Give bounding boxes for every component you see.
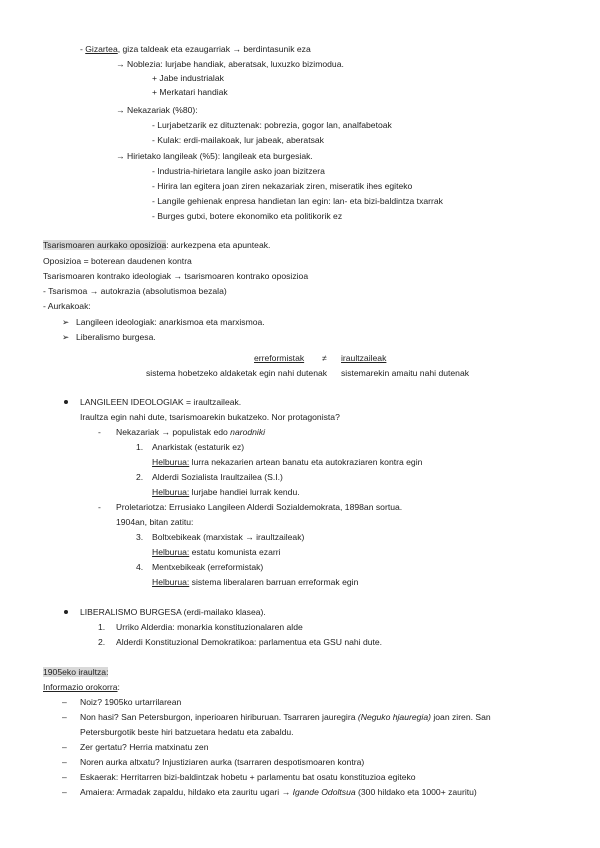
informazio-heading: Informazio orokorra — [43, 682, 118, 692]
iraultzaileak-desc: sistemarekin amaitu nahi dutenak — [341, 368, 470, 378]
bullet-icon — [64, 610, 68, 614]
ideologiak-title: LANGILEEN IDEOLOGIAK = iraultzaileak. — [80, 397, 242, 407]
hiritarrak-sub-3: - Langile gehienak enpresa handietan lan egin: lan- eta bizi-baldintza txarrak — [152, 196, 443, 206]
nekazariak-sub-2: - Kulak: erdi-mailakoak, lur jabeak, aberatsak — [152, 135, 324, 145]
goal-text: lurra nekazarien artean banatu eta autokraziaren kontra egin — [189, 457, 423, 467]
zatitu-line: 1904an, bitan zatitu: — [116, 517, 194, 527]
dash: - — [98, 502, 101, 512]
opposition-line-2: Tsarismoaren kontrako ideologiak → tsarismoaren kontrako oposizioa — [43, 271, 309, 281]
helburua-label: Helburua: — [152, 577, 190, 587]
proletariotza-line: Proletariotza: Errusiako Langileen Alderdi Sozialdemokrata, 1898an sortua. — [116, 502, 403, 512]
igande-odoltsua-term: Igande Odoltsua — [292, 787, 356, 797]
gizartea-heading: Gizartea — [85, 44, 118, 54]
arrow-item-text: Langileen ideologiak: anarkismoa eta marxismoa. — [76, 317, 265, 327]
item-number: 2. — [98, 637, 106, 647]
arrowhead-icon: ➢ — [62, 317, 70, 327]
noiz-item: Noiz? 1905ko urtarrilarean — [80, 697, 182, 707]
liberalismo-title: LIBERALISMO BURGESA (erdi-mailako klasea). — [80, 607, 266, 617]
si-goal — [152, 486, 300, 498]
hiritarrak-sub-4: - Burges gutxi, botere ekonomiko eta politikorik ez — [152, 211, 343, 221]
iraultza-heading-line — [43, 666, 108, 678]
non-item-continuation: Petersburgotik beste hiri batzuetara hedatu eta zabaldu. — [80, 727, 294, 737]
colon: : — [117, 682, 120, 692]
anarkistak-item: Anarkistak (estaturik ez) — [152, 442, 245, 452]
mentxebikeak-goal — [152, 576, 358, 588]
nekazariak-populistak — [116, 426, 265, 438]
mentxebikeak-item: Mentxebikeak (erreformistak) — [152, 562, 264, 572]
item-number: 1. — [98, 622, 106, 632]
iraultzaileak-heading: iraultzaileak — [341, 353, 387, 363]
opposition-heading-rest: : aurkezpena eta apunteak. — [166, 240, 271, 250]
dash: – — [62, 742, 67, 752]
noblezia-sub-2: + Merkatari handiak — [152, 87, 228, 97]
eskaerak-item: Eskaerak: Herritarren bizi-baldintzak hobetu + parlamentu bat osatu konstituzioa egiteko — [80, 772, 416, 782]
non-item — [80, 711, 491, 723]
boltxebikeak-item: Boltxebikeak (marxistak → iraultzaileak) — [152, 532, 305, 542]
dash: – — [62, 712, 67, 722]
non-text: Non hasi? San Petersburgon, inperioaren hiriburuan. Tsarraren jauregira — [80, 712, 358, 722]
nekazariak-sub-1: - Lurjabetzarik ez dituztenak: pobrezia, gogor lan, analfabetoak — [152, 120, 392, 130]
amaiera-text: Amaiera: Armadak zapaldu, hildako eta zauritu ugari → — [80, 787, 293, 797]
narodniki-term: narodniki — [230, 427, 266, 437]
dash: – — [62, 697, 67, 707]
hiritarrak-line: → Hirietako langileak (%5): langileak eta burgesiak. — [116, 151, 313, 161]
noblezia-line: → Noblezia: lurjabe handiak, aberatsak, luxuzko bizimodua. — [116, 59, 344, 69]
erreformistak-heading: erreformistak — [254, 353, 305, 363]
noblezia-sub-1: + Jabe industrialak — [152, 73, 224, 83]
kadet-item: Alderdi Konstituzional Demokratikoa: parlamentua eta GSU nahi dute. — [116, 637, 383, 647]
noren-aurka-item: Noren aurka altxatu? Injustiziaren aurka (tsarraren despotismoaren kontra) — [80, 757, 365, 767]
non-text-end: joan ziren. San — [430, 712, 491, 722]
arrow-item-1 — [62, 316, 265, 328]
goal-text: sistema liberalaren barruan erreformak egin — [189, 577, 359, 587]
amaiera-item — [80, 786, 477, 798]
ideologiak-intro: Iraultza egin nahi dute, tsarismoarekin bukatzeko. Nor protagonista? — [80, 412, 340, 422]
dash: – — [62, 787, 67, 797]
informazio-line — [43, 681, 120, 693]
amaiera-text-end: (300 hildako eta 1000+ zauritu) — [355, 787, 477, 797]
boltxebikeak-goal — [152, 546, 281, 558]
item-number: 4. — [136, 562, 144, 572]
item-number: 3. — [136, 532, 144, 542]
bullet-icon — [64, 400, 68, 404]
urriko-alderdia-item: Urriko Alderdia: monarkia konstituzionalaren alde — [116, 622, 303, 632]
opposition-line-4: - Aurkakoak: — [43, 301, 91, 311]
arrow-item-2 — [62, 331, 156, 343]
dash: – — [62, 772, 67, 782]
goal-text: lurjabe handiei lurrak kendu. — [189, 487, 300, 497]
erreformistak-desc: sistema hobetzeko aldaketak egin nahi dutenak — [146, 368, 328, 378]
hiritarrak-sub-1: - Industria-hirietara langile asko joan bizitzera — [152, 166, 325, 176]
hiritarrak-sub-2: - Hirira lan egitera joan ziren nekazariak ziren, miseratik ihes egiteko — [152, 181, 413, 191]
nekazariak-text: Nekazariak → populistak edo — [116, 427, 231, 437]
neguko-jauregia-term: (Neguko hjauregia) — [357, 712, 431, 722]
not-equal-sign: ≠ — [322, 353, 327, 363]
arrowhead-icon: ➢ — [62, 332, 70, 342]
item-number: 2. — [136, 472, 144, 482]
arrow-item-text: Liberalismo burgesa. — [76, 332, 156, 342]
si-item: Alderdi Sozialista Iraultzailea (S.I.) — [152, 472, 283, 482]
zer-item: Zer gertatu? Herria matxinatu zen — [80, 742, 209, 752]
goal-text: estatu komunista ezarri — [189, 547, 281, 557]
opposition-heading-line — [43, 239, 270, 251]
item-number: 1. — [136, 442, 144, 452]
opposition-line-1: Oposizioa = boterean daudenen kontra — [43, 256, 192, 266]
gizartea-desc: , giza taldeak eta ezaugarriak → berdintasunik eza — [117, 44, 311, 54]
nekazariak-line: → Nekazariak (%80): — [116, 105, 198, 115]
iraultza-heading: 1905eko iraultza: — [43, 667, 109, 677]
dash: – — [62, 757, 67, 767]
dash: - — [80, 44, 86, 54]
helburua-label: Helburua: — [152, 487, 190, 497]
opposition-heading: Tsarismoaren aurkako oposizioa — [43, 240, 167, 250]
helburua-label: Helburua: — [152, 457, 190, 467]
dash: - — [98, 427, 101, 437]
helburua-label: Helburua: — [152, 547, 190, 557]
gizartea-line — [80, 43, 311, 55]
anarkistak-goal — [152, 456, 422, 468]
opposition-line-3: - Tsarismoa → autokrazia (absolutismoa bezala) — [43, 286, 227, 296]
